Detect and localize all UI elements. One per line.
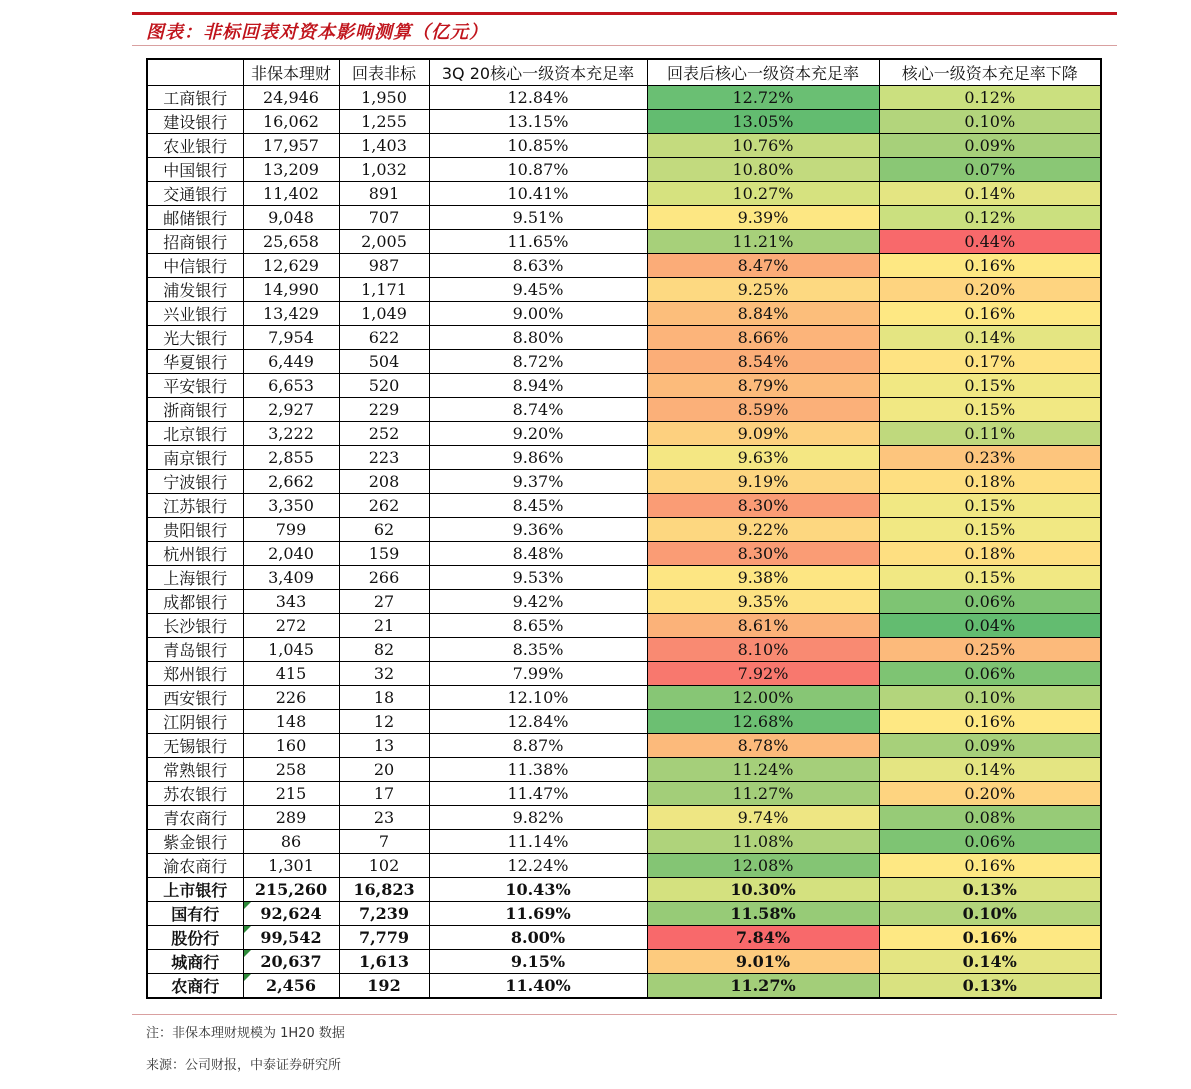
cet1-after-cell: 11.27%	[647, 782, 879, 806]
table-row	[147, 734, 1101, 758]
bank-name-cell: 宁波银行	[147, 470, 243, 494]
cet1-drop-cell: 0.15%	[879, 374, 1101, 398]
cet1-ratio-cell: 9.37%	[429, 470, 647, 494]
table-row	[147, 374, 1101, 398]
summary-row	[147, 878, 1101, 902]
cet1-after-cell: 11.58%	[647, 902, 879, 926]
table-row	[147, 158, 1101, 182]
cet1-after-cell: 8.79%	[647, 374, 879, 398]
cet1-ratio-cell: 10.85%	[429, 134, 647, 158]
cet1-drop-cell: 0.09%	[879, 734, 1101, 758]
table-row	[147, 206, 1101, 230]
bank-name-cell: 股份行	[147, 926, 243, 950]
cet1-ratio-cell: 11.40%	[429, 974, 647, 999]
cet1-ratio-cell: 8.00%	[429, 926, 647, 950]
cet1-drop-cell: 0.25%	[879, 638, 1101, 662]
cet1-ratio-cell: 11.65%	[429, 230, 647, 254]
bank-name-cell: 兴业银行	[147, 302, 243, 326]
cet1-drop-cell: 0.20%	[879, 278, 1101, 302]
cet1-ratio-cell: 10.43%	[429, 878, 647, 902]
cet1-ratio-cell: 9.00%	[429, 302, 647, 326]
table-row	[147, 806, 1101, 830]
table-row	[147, 590, 1101, 614]
table-row	[147, 614, 1101, 638]
cet1-after-cell: 12.08%	[647, 854, 879, 878]
cet1-ratio-cell: 12.84%	[429, 86, 647, 110]
cet1-after-cell: 12.00%	[647, 686, 879, 710]
table-row	[147, 710, 1101, 734]
cet1-drop-cell: 0.09%	[879, 134, 1101, 158]
wm-scale-cell: 226	[243, 686, 339, 710]
cet1-ratio-cell: 8.72%	[429, 350, 647, 374]
bank-name-cell: 中信银行	[147, 254, 243, 278]
cet1-after-cell: 9.74%	[647, 806, 879, 830]
bank-name-cell: 中国银行	[147, 158, 243, 182]
cet1-drop-cell: 0.06%	[879, 830, 1101, 854]
header-cet1-ratio-drop: 核心一级资本充足率下降	[879, 59, 1101, 86]
cet1-ratio-cell: 12.10%	[429, 686, 647, 710]
footer-divider	[132, 1014, 1117, 1015]
nonstandard-cell: 17	[339, 782, 429, 806]
bank-name-cell: 农商行	[147, 974, 243, 999]
nonstandard-cell: 707	[339, 206, 429, 230]
cet1-drop-cell: 0.14%	[879, 950, 1101, 974]
cet1-ratio-cell: 7.99%	[429, 662, 647, 686]
nonstandard-cell: 7,779	[339, 926, 429, 950]
wm-scale-cell: 11,402	[243, 182, 339, 206]
wm-scale-cell: 12,629	[243, 254, 339, 278]
header-nonstandard-return: 回表非标	[339, 59, 429, 86]
cet1-ratio-cell: 8.35%	[429, 638, 647, 662]
cet1-after-cell: 8.61%	[647, 614, 879, 638]
header-bank	[147, 59, 243, 86]
cet1-drop-cell: 0.12%	[879, 86, 1101, 110]
cet1-after-cell: 8.78%	[647, 734, 879, 758]
cet1-ratio-cell: 11.47%	[429, 782, 647, 806]
cet1-after-cell: 9.63%	[647, 446, 879, 470]
cet1-after-cell: 12.68%	[647, 710, 879, 734]
cet1-ratio-cell: 9.42%	[429, 590, 647, 614]
wm-scale-cell: 92,624	[243, 902, 339, 926]
wm-scale-cell: 258	[243, 758, 339, 782]
wm-scale-cell: 6,653	[243, 374, 339, 398]
wm-scale-cell: 2,927	[243, 398, 339, 422]
table-row	[147, 758, 1101, 782]
cet1-ratio-cell: 8.45%	[429, 494, 647, 518]
bank-name-cell: 平安银行	[147, 374, 243, 398]
table-row	[147, 326, 1101, 350]
bank-name-cell: 上海银行	[147, 566, 243, 590]
bank-name-cell: 浙商银行	[147, 398, 243, 422]
cet1-ratio-cell: 13.15%	[429, 110, 647, 134]
wm-scale-cell: 148	[243, 710, 339, 734]
cet1-drop-cell: 0.15%	[879, 494, 1101, 518]
cet1-drop-cell: 0.11%	[879, 422, 1101, 446]
figure-title: 图表：非标回表对资本影响测算（亿元）	[146, 22, 488, 43]
cet1-after-cell: 11.24%	[647, 758, 879, 782]
bank-name-cell: 邮储银行	[147, 206, 243, 230]
cet1-ratio-cell: 8.80%	[429, 326, 647, 350]
table-row	[147, 566, 1101, 590]
nonstandard-cell: 229	[339, 398, 429, 422]
header-non-guaranteed-wm: 非保本理财	[243, 59, 339, 86]
nonstandard-cell: 1,171	[339, 278, 429, 302]
summary-row	[147, 902, 1101, 926]
cet1-drop-cell: 0.44%	[879, 230, 1101, 254]
cet1-after-cell: 10.30%	[647, 878, 879, 902]
bank-name-cell: 北京银行	[147, 422, 243, 446]
nonstandard-cell: 262	[339, 494, 429, 518]
wm-scale-cell: 17,957	[243, 134, 339, 158]
cet1-ratio-cell: 11.14%	[429, 830, 647, 854]
nonstandard-cell: 23	[339, 806, 429, 830]
cet1-after-cell: 12.72%	[647, 86, 879, 110]
cet1-after-cell: 9.35%	[647, 590, 879, 614]
nonstandard-cell: 27	[339, 590, 429, 614]
cet1-after-cell: 9.25%	[647, 278, 879, 302]
bank-name-cell: 长沙银行	[147, 614, 243, 638]
table-row	[147, 398, 1101, 422]
bank-name-cell: 苏农银行	[147, 782, 243, 806]
nonstandard-cell: 2,005	[339, 230, 429, 254]
bank-name-cell: 农业银行	[147, 134, 243, 158]
bank-name-cell: 交通银行	[147, 182, 243, 206]
cet1-after-cell: 11.27%	[647, 974, 879, 999]
table-row	[147, 110, 1101, 134]
cet1-after-cell: 8.47%	[647, 254, 879, 278]
cet1-ratio-cell: 8.87%	[429, 734, 647, 758]
nonstandard-cell: 21	[339, 614, 429, 638]
bank-name-cell: 浦发银行	[147, 278, 243, 302]
nonstandard-cell: 891	[339, 182, 429, 206]
cet1-after-cell: 8.66%	[647, 326, 879, 350]
wm-scale-cell: 272	[243, 614, 339, 638]
table-header-row	[147, 59, 1101, 86]
header-cet1-ratio-after: 回表后核心一级资本充足率	[647, 59, 879, 86]
cet1-drop-cell: 0.16%	[879, 302, 1101, 326]
bank-name-cell: 常熟银行	[147, 758, 243, 782]
cet1-drop-cell: 0.12%	[879, 206, 1101, 230]
table-row	[147, 86, 1101, 110]
cet1-drop-cell: 0.15%	[879, 518, 1101, 542]
cet1-drop-cell: 0.14%	[879, 326, 1101, 350]
table-row	[147, 446, 1101, 470]
nonstandard-cell: 13	[339, 734, 429, 758]
bank-name-cell: 无锡银行	[147, 734, 243, 758]
cet1-drop-cell: 0.14%	[879, 182, 1101, 206]
wm-scale-cell: 3,409	[243, 566, 339, 590]
nonstandard-cell: 622	[339, 326, 429, 350]
wm-scale-cell: 343	[243, 590, 339, 614]
table-row	[147, 782, 1101, 806]
wm-scale-cell: 25,658	[243, 230, 339, 254]
table-row	[147, 302, 1101, 326]
cet1-ratio-cell: 8.63%	[429, 254, 647, 278]
nonstandard-cell: 102	[339, 854, 429, 878]
cet1-after-cell: 11.21%	[647, 230, 879, 254]
source-line: 来源：公司财报，中泰证券研究所	[146, 1058, 342, 1073]
table-row	[147, 542, 1101, 566]
bank-name-cell: 江阴银行	[147, 710, 243, 734]
cet1-drop-cell: 0.13%	[879, 878, 1101, 902]
nonstandard-cell: 223	[339, 446, 429, 470]
wm-scale-cell: 20,637	[243, 950, 339, 974]
nonstandard-cell: 18	[339, 686, 429, 710]
nonstandard-cell: 1,613	[339, 950, 429, 974]
wm-scale-cell: 1,045	[243, 638, 339, 662]
cet1-drop-cell: 0.23%	[879, 446, 1101, 470]
nonstandard-cell: 159	[339, 542, 429, 566]
bank-name-cell: 青岛银行	[147, 638, 243, 662]
bank-name-cell: 南京银行	[147, 446, 243, 470]
cet1-after-cell: 9.09%	[647, 422, 879, 446]
nonstandard-cell: 520	[339, 374, 429, 398]
nonstandard-cell: 82	[339, 638, 429, 662]
bank-name-cell: 江苏银行	[147, 494, 243, 518]
wm-scale-cell: 7,954	[243, 326, 339, 350]
nonstandard-cell: 1,950	[339, 86, 429, 110]
bank-name-cell: 郑州银行	[147, 662, 243, 686]
cet1-drop-cell: 0.10%	[879, 902, 1101, 926]
wm-scale-cell: 14,990	[243, 278, 339, 302]
cet1-after-cell: 9.38%	[647, 566, 879, 590]
wm-scale-cell: 24,946	[243, 86, 339, 110]
bank-name-cell: 西安银行	[147, 686, 243, 710]
bank-name-cell: 城商行	[147, 950, 243, 974]
nonstandard-cell: 7,239	[339, 902, 429, 926]
cet1-after-cell: 8.30%	[647, 542, 879, 566]
bank-name-cell: 招商银行	[147, 230, 243, 254]
cet1-ratio-cell: 10.41%	[429, 182, 647, 206]
nonstandard-cell: 20	[339, 758, 429, 782]
cet1-after-cell: 8.54%	[647, 350, 879, 374]
bank-name-cell: 渝农商行	[147, 854, 243, 878]
table-row	[147, 134, 1101, 158]
wm-scale-cell: 2,662	[243, 470, 339, 494]
wm-scale-cell: 13,209	[243, 158, 339, 182]
table-row	[147, 830, 1101, 854]
table-row	[147, 278, 1101, 302]
table-row	[147, 182, 1101, 206]
nonstandard-cell: 32	[339, 662, 429, 686]
wm-scale-cell: 415	[243, 662, 339, 686]
cet1-ratio-cell: 11.38%	[429, 758, 647, 782]
bank-name-cell: 国有行	[147, 902, 243, 926]
capital-impact-table	[146, 58, 1102, 999]
bank-name-cell: 华夏银行	[147, 350, 243, 374]
title-divider	[132, 45, 1117, 46]
nonstandard-cell: 12	[339, 710, 429, 734]
cet1-drop-cell: 0.04%	[879, 614, 1101, 638]
nonstandard-cell: 987	[339, 254, 429, 278]
cet1-ratio-cell: 9.36%	[429, 518, 647, 542]
cet1-ratio-cell: 10.87%	[429, 158, 647, 182]
cet1-ratio-cell: 9.51%	[429, 206, 647, 230]
cet1-after-cell: 10.27%	[647, 182, 879, 206]
top-red-rule	[132, 12, 1117, 15]
wm-scale-cell: 289	[243, 806, 339, 830]
nonstandard-cell: 1,032	[339, 158, 429, 182]
cet1-drop-cell: 0.07%	[879, 158, 1101, 182]
cet1-after-cell: 7.92%	[647, 662, 879, 686]
nonstandard-cell: 62	[339, 518, 429, 542]
cet1-after-cell: 13.05%	[647, 110, 879, 134]
cet1-ratio-cell: 8.48%	[429, 542, 647, 566]
summary-row	[147, 926, 1101, 950]
table-note: 注：非保本理财规模为 1H20 数据	[146, 1026, 345, 1041]
nonstandard-cell: 16,823	[339, 878, 429, 902]
table-row	[147, 422, 1101, 446]
cet1-drop-cell: 0.15%	[879, 398, 1101, 422]
wm-scale-cell: 2,040	[243, 542, 339, 566]
nonstandard-cell: 504	[339, 350, 429, 374]
bank-name-cell: 光大银行	[147, 326, 243, 350]
cet1-after-cell: 8.84%	[647, 302, 879, 326]
cet1-drop-cell: 0.08%	[879, 806, 1101, 830]
wm-scale-cell: 13,429	[243, 302, 339, 326]
bank-name-cell: 杭州银行	[147, 542, 243, 566]
nonstandard-cell: 252	[339, 422, 429, 446]
table-row	[147, 470, 1101, 494]
cet1-ratio-cell: 8.74%	[429, 398, 647, 422]
wm-scale-cell: 9,048	[243, 206, 339, 230]
cet1-ratio-cell: 12.84%	[429, 710, 647, 734]
nonstandard-cell: 192	[339, 974, 429, 999]
cet1-drop-cell: 0.14%	[879, 758, 1101, 782]
bank-name-cell: 贵阳银行	[147, 518, 243, 542]
cet1-after-cell: 10.76%	[647, 134, 879, 158]
cet1-ratio-cell: 9.15%	[429, 950, 647, 974]
cet1-ratio-cell: 9.20%	[429, 422, 647, 446]
cet1-drop-cell: 0.16%	[879, 254, 1101, 278]
cet1-after-cell: 8.59%	[647, 398, 879, 422]
cet1-drop-cell: 0.13%	[879, 974, 1101, 999]
cet1-after-cell: 7.84%	[647, 926, 879, 950]
summary-row	[147, 950, 1101, 974]
bank-name-cell: 成都银行	[147, 590, 243, 614]
cet1-drop-cell: 0.16%	[879, 710, 1101, 734]
cet1-drop-cell: 0.17%	[879, 350, 1101, 374]
wm-scale-cell: 6,449	[243, 350, 339, 374]
nonstandard-cell: 7	[339, 830, 429, 854]
nonstandard-cell: 1,049	[339, 302, 429, 326]
cet1-drop-cell: 0.18%	[879, 470, 1101, 494]
table-row	[147, 662, 1101, 686]
wm-scale-cell: 2,456	[243, 974, 339, 999]
nonstandard-cell: 266	[339, 566, 429, 590]
wm-scale-cell: 160	[243, 734, 339, 758]
cet1-after-cell: 8.10%	[647, 638, 879, 662]
bank-name-cell: 青农商行	[147, 806, 243, 830]
cet1-ratio-cell: 9.86%	[429, 446, 647, 470]
cet1-ratio-cell: 12.24%	[429, 854, 647, 878]
wm-scale-cell: 215,260	[243, 878, 339, 902]
table-row	[147, 230, 1101, 254]
cet1-drop-cell: 0.16%	[879, 926, 1101, 950]
cet1-drop-cell: 0.10%	[879, 110, 1101, 134]
table-row	[147, 518, 1101, 542]
table-row	[147, 638, 1101, 662]
cet1-after-cell: 9.39%	[647, 206, 879, 230]
cet1-ratio-cell: 8.65%	[429, 614, 647, 638]
cet1-ratio-cell: 9.45%	[429, 278, 647, 302]
wm-scale-cell: 215	[243, 782, 339, 806]
cet1-after-cell: 9.01%	[647, 950, 879, 974]
bank-name-cell: 紫金银行	[147, 830, 243, 854]
summary-row	[147, 974, 1101, 999]
wm-scale-cell: 799	[243, 518, 339, 542]
table-row	[147, 254, 1101, 278]
bank-name-cell: 工商银行	[147, 86, 243, 110]
cet1-drop-cell: 0.20%	[879, 782, 1101, 806]
header-cet1-ratio-3q20: 3Q 20核心一级资本充足率	[429, 59, 647, 86]
wm-scale-cell: 3,222	[243, 422, 339, 446]
bank-name-cell: 上市银行	[147, 878, 243, 902]
table-row	[147, 494, 1101, 518]
nonstandard-cell: 1,255	[339, 110, 429, 134]
table-row	[147, 350, 1101, 374]
cet1-drop-cell: 0.06%	[879, 590, 1101, 614]
cet1-after-cell: 11.08%	[647, 830, 879, 854]
wm-scale-cell: 3,350	[243, 494, 339, 518]
wm-scale-cell: 1,301	[243, 854, 339, 878]
cet1-after-cell: 8.30%	[647, 494, 879, 518]
wm-scale-cell: 16,062	[243, 110, 339, 134]
cet1-ratio-cell: 11.69%	[429, 902, 647, 926]
wm-scale-cell: 2,855	[243, 446, 339, 470]
cet1-ratio-cell: 9.53%	[429, 566, 647, 590]
wm-scale-cell: 86	[243, 830, 339, 854]
cet1-drop-cell: 0.18%	[879, 542, 1101, 566]
cet1-drop-cell: 0.10%	[879, 686, 1101, 710]
cet1-after-cell: 9.19%	[647, 470, 879, 494]
cet1-drop-cell: 0.06%	[879, 662, 1101, 686]
nonstandard-cell: 1,403	[339, 134, 429, 158]
cet1-drop-cell: 0.16%	[879, 854, 1101, 878]
cet1-ratio-cell: 8.94%	[429, 374, 647, 398]
table-row	[147, 854, 1101, 878]
cet1-after-cell: 10.80%	[647, 158, 879, 182]
cet1-after-cell: 9.22%	[647, 518, 879, 542]
cet1-ratio-cell: 9.82%	[429, 806, 647, 830]
cet1-drop-cell: 0.15%	[879, 566, 1101, 590]
table-row	[147, 686, 1101, 710]
table-body	[147, 86, 1101, 999]
wm-scale-cell: 99,542	[243, 926, 339, 950]
nonstandard-cell: 208	[339, 470, 429, 494]
bank-name-cell: 建设银行	[147, 110, 243, 134]
